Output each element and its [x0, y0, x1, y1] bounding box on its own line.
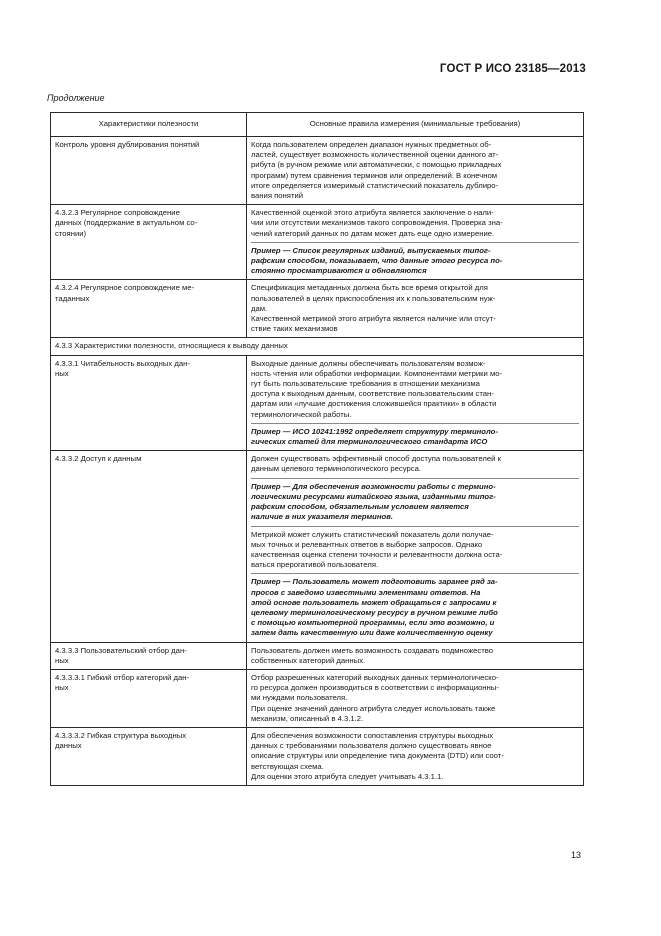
rule-cell: [247, 642, 584, 669]
continued-label: Продолжение: [47, 93, 105, 103]
characteristic-cell: [51, 280, 247, 338]
characteristic-text: 4.3.2.3 Регулярное сопровождение данных (поддержание в актуальном со- стоянии): [55, 208, 198, 238]
example-text: Пример — Для обеспечения возможности работы с термино- логическими ресурсами китайского языка, изданными типог- рафским способом, обязательным условием является наличие в них указателя терминов.: [251, 478, 579, 523]
characteristic-cell: [51, 451, 247, 642]
rule-cell: [247, 137, 584, 205]
section-row: [51, 338, 584, 355]
rule-text: Выходные данные должны обеспечивать пользователям возмож- ность чтения или обработки информации. Компонентами метрики мо- гут быть пользовательские требования в отношении механизма доступа к выходным данным, соответствие пользовательским стан- дартам или «лучшие достижения сложившейся практики» в области терминологической работы.: [251, 358, 503, 419]
rule-text: Отбор разрешенных категорий выходных данных терминологическо- го ресурса должен производиться в соответствии с информационны- ми нуждами пользователя. При оценке значений данного атрибута следует использовать также механизм, описанный в 4.3.1.2.: [251, 672, 499, 723]
col-header-rules: Основные правила измерения (минимальные требования): [247, 113, 584, 137]
table-row: [51, 642, 584, 669]
rule-text: Когда пользователем определен диапазон нужных предметных об- ластей, существует возможность количественной оценки данного ат- рибута (в ручном режиме или автоматически, с помощью прикладных программ) путем сравнения терминов или определений. В конечном итоге определяется измеримый статистический показатель дублиро- вания понятий: [251, 140, 502, 201]
table-row: [51, 137, 584, 205]
characteristic-cell: [51, 669, 247, 727]
table-row: [51, 669, 584, 727]
table-row: [51, 727, 584, 785]
rule-text: Для обеспечения возможности сопоставления структуры выходных данных с требованиями пользователя должно существовать явное описание структуры или определение типа документа (DTD) или соот- ветствующая схема. Для оценки этого атрибута следует учитывать 4.3.1.1.: [251, 730, 504, 781]
rule-cell: [247, 280, 584, 338]
characteristic-cell: [51, 642, 247, 669]
rule-cell: [247, 727, 584, 785]
table-row: [51, 355, 584, 451]
characteristic-cell: [51, 355, 247, 451]
col-header-characteristics: Характеристики полезности: [51, 113, 247, 137]
table-row: [51, 280, 584, 338]
standard-header: ГОСТ Р ИСО 23185—2013: [439, 63, 586, 75]
table-row: [51, 451, 584, 642]
rule-text: Качественной оценкой этого атрибута является заключение о нали- чии или отсутствии механизмов такого сопровождения. Проверка зна- чений категорий данных по датам может дать еще одно измерение.: [251, 208, 503, 238]
characteristic-text: 4.3.3.2 Доступ к данным: [55, 454, 142, 464]
rule-text: Метрикой может служить статистический показатель доли получае- мых точных и релевантных ответов в выборке запросов. Однако качественная оценка степени точности и релевантности должна оста- ваться прерогативой пользователя.: [251, 526, 579, 571]
characteristic-cell: [51, 137, 247, 205]
characteristic-text: Контроль уровня дублирования понятий: [55, 140, 200, 149]
requirements-table: [50, 112, 584, 786]
rule-cell: [247, 355, 584, 451]
characteristic-text: 4.3.3.3 Пользовательский отбор дан- ных: [55, 645, 187, 665]
rule-cell: [247, 205, 584, 280]
characteristic-cell: [51, 205, 247, 280]
example-text: Пример — ИСО 10241:1992 определяет структуру терминоло- гических статей для терминологического стандарта ИСО: [251, 423, 579, 447]
table-header-row: [51, 113, 584, 137]
example-text: Пример — Список регулярных изданий, выпускаемых типог- рафским способом, показывает, что данные этого ресурса по- стоянно просматриваются и обновляются: [251, 242, 579, 277]
section-heading: 4.3.3 Характеристики полезности, относящиеся к выводу данных: [51, 338, 584, 355]
characteristic-cell: [51, 727, 247, 785]
rule-text: Пользователь должен иметь возможность создавать подмножество собственных категорий данных.: [251, 645, 494, 665]
rule-cell: [247, 669, 584, 727]
characteristic-text: 4.3.3.3.2 Гибкая структура выходных данных: [55, 730, 187, 751]
table-row: [51, 205, 584, 280]
characteristic-text: 4.3.3.1 Читабельность выходных дан- ных: [55, 358, 190, 378]
characteristic-text: 4.3.3.3.1 Гибкий отбор категорий дан- ных: [55, 672, 190, 693]
rule-text: Спецификация метаданных должна быть все время открытой для пользователей в целях приспособления их к пользовательским нуж- дам. Качественной метрикой этого атрибута является наличие или отсут- ствие таких механизмов: [251, 283, 496, 334]
characteristic-text: 4.3.2.4 Регулярное сопровождение ме- таданных: [55, 283, 195, 303]
rule-text: Должен существовать эффективный способ доступа пользователей к данным целевого терминологического ресурса.: [251, 454, 501, 474]
example-text: Пример — Пользователь может подготовить заранее ряд за- просов с заведомо известными элементами ответов. На этой основе пользователь может обращаться с запросами к целевому терминологическому ресурсу в ручном режиме либо с помощью компьютерной программы, если это возможно, и затем дать качественную или даже количественную оценку: [251, 573, 579, 638]
rule-cell: [247, 451, 584, 642]
page-number: 13: [570, 850, 581, 860]
